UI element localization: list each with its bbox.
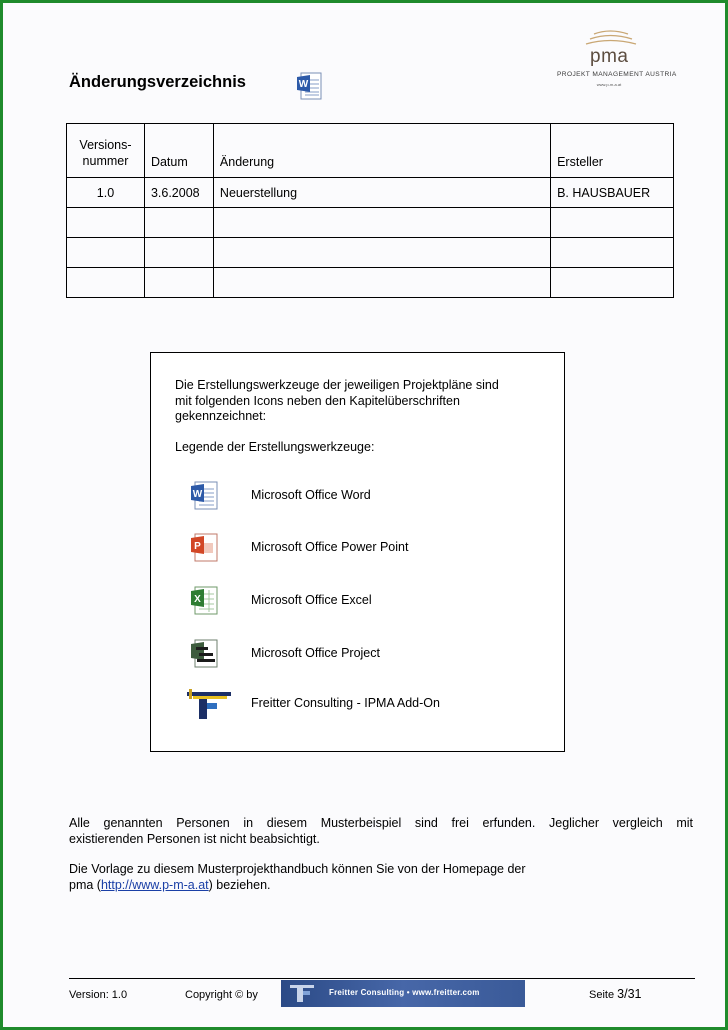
- legend-item-ipma-addon: [185, 687, 545, 723]
- section-heading: Änderungsverzeichnis: [69, 73, 246, 91]
- footer-page-number: Seite 3/31: [589, 987, 642, 1001]
- footer-version: Version: 1.0: [69, 989, 128, 1001]
- legend-label: Microsoft Office Project: [251, 646, 380, 660]
- banner-text: Freitter Consulting • www.freitter.com: [329, 988, 480, 997]
- template-note-paragraph: Die Vorlage zu diesem Musterprojekthandbuch können Sie von der Homepage der pma (http://www.p-m-a.at) beziehen.: [69, 862, 526, 892]
- cell-change: [213, 238, 550, 268]
- footer-copyright: Copyright © by: [185, 989, 258, 1001]
- word-icon: [185, 479, 225, 513]
- cell-change: Neuerstellung: [213, 178, 550, 208]
- footer-divider: [69, 978, 695, 979]
- cell-version: [67, 268, 145, 298]
- ipma-addon-icon: [185, 687, 233, 721]
- cell-change: [213, 208, 550, 238]
- change-log-table: [66, 123, 674, 298]
- table-row: [67, 238, 674, 268]
- cell-date: [144, 208, 213, 238]
- legend-item-powerpoint: [185, 531, 545, 567]
- svg-text:W: W: [192, 489, 203, 500]
- legend-item-word: [185, 479, 545, 515]
- logo-website: www.p-m-a.at: [596, 82, 622, 87]
- cell-version: 1.0: [67, 178, 145, 208]
- cell-change: [213, 268, 550, 298]
- table-header-row: [67, 124, 674, 178]
- pma-homepage-link[interactable]: http://www.p-m-a.at: [100, 878, 209, 892]
- header-version: Versions- nummer: [67, 124, 145, 178]
- cell-author: [551, 208, 674, 238]
- header-date: Datum: [144, 124, 213, 178]
- legend-label: Microsoft Office Excel: [251, 593, 372, 607]
- legend-item-excel: [185, 584, 545, 620]
- legend-item-project: [185, 637, 545, 673]
- cell-version: [67, 238, 145, 268]
- svg-text:W: W: [298, 79, 309, 90]
- cell-date: [144, 238, 213, 268]
- cell-date: [144, 268, 213, 298]
- excel-icon: [185, 584, 225, 618]
- svg-text:X: X: [194, 594, 201, 605]
- project-icon: [185, 637, 225, 671]
- legend-label: Microsoft Office Power Point: [251, 540, 409, 554]
- table-row: [67, 178, 674, 208]
- cell-author: B. HAUSBAUER: [551, 178, 674, 208]
- legend-label: Microsoft Office Word: [251, 488, 371, 502]
- svg-text:P: P: [194, 541, 201, 552]
- powerpoint-icon: [185, 531, 225, 565]
- freitter-banner: [281, 980, 525, 1007]
- legend-title: Legende der Erstellungswerkzeuge:: [175, 440, 375, 454]
- freitter-logo-icon: [289, 983, 315, 1004]
- table-row: [67, 268, 674, 298]
- cell-version: [67, 208, 145, 238]
- table-row: [67, 208, 674, 238]
- legend-label: Freitter Consulting - IPMA Add-On: [251, 696, 440, 710]
- cell-date: 3.6.2008: [144, 178, 213, 208]
- header-author: Ersteller: [551, 124, 674, 178]
- logo-subtitle: PROJEKT MANAGEMENT AUSTRIA: [557, 71, 677, 78]
- logo-brand: pma: [590, 46, 629, 67]
- disclaimer-paragraph: Alle genannten Personen in diesem Musterbeispiel sind frei erfunden. Jeglicher vergleich mit existierenden Personen ist nicht beabsichtigt.: [69, 816, 693, 846]
- legend-box: [150, 352, 565, 752]
- legend-intro: Die Erstellungswerkzeuge der jeweiligen Projektpläne sind mit folgenden Icons neben den Kapitelüberschriften gekennzeichnet:: [175, 378, 499, 423]
- word-icon: [295, 70, 327, 102]
- cell-author: [551, 268, 674, 298]
- header-change: Änderung: [213, 124, 550, 178]
- cell-author: [551, 238, 674, 268]
